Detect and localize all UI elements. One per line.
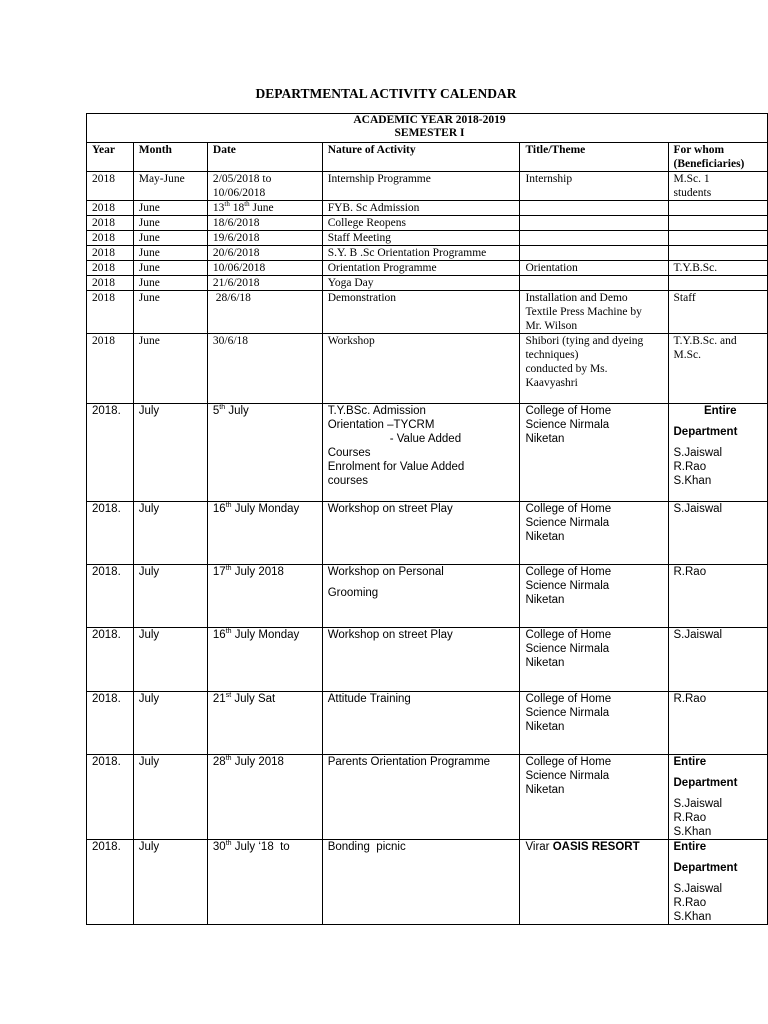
- for-whom-label: For whom: [673, 144, 725, 156]
- cell-for-whom: [668, 334, 768, 404]
- cell-month: June: [133, 261, 207, 276]
- cell-nature: Workshop: [322, 334, 520, 404]
- cell-for-whom: S.Jaiswal: [668, 628, 768, 692]
- date-suffix: st: [225, 692, 232, 700]
- cell-month: July: [133, 628, 207, 692]
- table-row: [87, 261, 768, 276]
- cell-for-whom: [668, 276, 768, 291]
- date-day: 16: [212, 503, 226, 515]
- cell-date: [207, 628, 322, 692]
- cell-month: July: [133, 565, 207, 628]
- semester-label: SEMESTER I: [394, 126, 465, 139]
- cell-title: [520, 628, 668, 692]
- col-header-nature: Nature of Activity: [322, 143, 520, 172]
- col-header-date: Date: [207, 143, 322, 172]
- cell-title: [520, 216, 668, 231]
- table-row: [87, 502, 768, 565]
- col-header-title: Title/Theme: [520, 143, 668, 172]
- cell-date: [207, 692, 322, 755]
- title-line: Shibori (tying and dyeing: [525, 335, 644, 347]
- title-line: Science Nirmala: [525, 580, 610, 592]
- cell-date: 28/6/18: [207, 291, 322, 334]
- table-row: [87, 334, 768, 404]
- cell-for-whom: [668, 840, 768, 925]
- nature-line: Orientation –TYCRM: [327, 419, 435, 431]
- date-suffix: th: [224, 200, 230, 209]
- cell-year: 2018.: [87, 404, 134, 502]
- title-line: College of Home: [525, 756, 612, 768]
- date-rest: July Sat: [231, 693, 276, 705]
- table-row: [87, 692, 768, 755]
- table-row: [87, 231, 768, 246]
- cell-title: Internship: [520, 172, 668, 201]
- cell-date: [207, 502, 322, 565]
- title-line: techniques): [525, 349, 579, 361]
- date-day: 21: [212, 693, 226, 705]
- cell-month: July: [133, 692, 207, 755]
- nature-line: Enrolment for Value Added: [327, 461, 465, 473]
- cell-date: 10/06/2018: [207, 261, 322, 276]
- date-day: 28: [212, 756, 226, 768]
- date-suffix: th: [225, 840, 232, 848]
- department-label: Department: [673, 862, 738, 874]
- cell-date: [207, 755, 322, 840]
- cell-month: July: [133, 840, 207, 925]
- cell-nature: Staff Meeting: [322, 231, 520, 246]
- date-rest: July 2018: [231, 756, 284, 768]
- title-line: Niketan: [525, 784, 565, 796]
- date-suffix: th: [219, 404, 226, 412]
- table-row: [87, 276, 768, 291]
- title-line: Niketan: [525, 721, 565, 733]
- cell-nature: [322, 404, 520, 502]
- cell-title: [520, 755, 668, 840]
- cell-title: [520, 276, 668, 291]
- date-day: 5: [212, 405, 220, 417]
- cell-month: June: [133, 201, 207, 216]
- cell-month: June: [133, 291, 207, 334]
- col-header-year: Year: [87, 143, 134, 172]
- cell-month: June: [133, 276, 207, 291]
- cell-year: 2018: [87, 172, 134, 201]
- title-line: College of Home: [525, 566, 612, 578]
- cell-for-whom: [668, 404, 768, 502]
- for-whom-line: M.Sc. 1: [673, 173, 710, 185]
- cell-title: [520, 404, 668, 502]
- cell-title: [520, 291, 668, 334]
- document-title: DEPARTMENTAL ACTIVITY CALENDAR: [255, 86, 517, 101]
- table-row: [87, 216, 768, 231]
- cell-for-whom: [668, 216, 768, 231]
- entire-label: Entire: [703, 405, 737, 417]
- cell-year: 2018: [87, 334, 134, 404]
- cell-nature: College Reopens: [322, 216, 520, 231]
- for-whom-line: R.Rao: [673, 461, 707, 473]
- cell-title: [520, 246, 668, 261]
- entire-label: Entire: [673, 841, 707, 853]
- cell-year: 2018.: [87, 502, 134, 565]
- cell-nature: Demonstration: [322, 291, 520, 334]
- for-whom-line: S.Jaiswal: [673, 798, 723, 810]
- title-line: Textile Press Machine by: [525, 306, 642, 318]
- cell-nature: Workshop on street Play: [322, 628, 520, 692]
- cell-year: 2018.: [87, 628, 134, 692]
- date-rest: July Monday: [231, 503, 300, 515]
- cell-year: 2018.: [87, 840, 134, 925]
- cell-for-whom: [668, 231, 768, 246]
- cell-year: 2018: [87, 246, 134, 261]
- table-row: [87, 840, 768, 925]
- activity-calendar-table: [86, 113, 768, 925]
- col-header-month: Month: [133, 143, 207, 172]
- cell-for-whom: [668, 755, 768, 840]
- cell-date: 19/6/2018: [207, 231, 322, 246]
- cell-month: June: [133, 216, 207, 231]
- title-line: Science Nirmala: [525, 419, 610, 431]
- title-line: Niketan: [525, 531, 565, 543]
- cell-title: [520, 565, 668, 628]
- title-line: College of Home: [525, 693, 612, 705]
- table-row: [87, 246, 768, 261]
- title-line: Science Nirmala: [525, 770, 610, 782]
- nature-line: Workshop on Personal: [327, 566, 444, 578]
- cell-title: [520, 502, 668, 565]
- academic-year-label: ACADEMIC YEAR 2018-2019: [353, 114, 506, 126]
- title-place: Virar: [525, 841, 553, 853]
- cell-month: July: [133, 755, 207, 840]
- cell-year: 2018: [87, 276, 134, 291]
- date-suffix: th: [244, 200, 250, 209]
- cell-title: [520, 334, 668, 404]
- cell-year: 2018.: [87, 692, 134, 755]
- nature-line: T.Y.BSc. Admission: [327, 405, 426, 417]
- nature-line: Grooming: [327, 587, 379, 599]
- cell-for-whom: R.Rao: [668, 565, 768, 628]
- cell-nature: Orientation Programme: [322, 261, 520, 276]
- for-whom-line: S.Khan: [673, 475, 712, 487]
- date-suffix: th: [225, 755, 232, 763]
- cell-date: 18/6/2018: [207, 216, 322, 231]
- date-line: 10/06/2018: [212, 187, 266, 199]
- beneficiaries-label: (Beneficiaries): [673, 158, 745, 170]
- cell-for-whom: Staff: [668, 291, 768, 334]
- title-line: Niketan: [525, 433, 565, 445]
- cell-year: 2018.: [87, 565, 134, 628]
- cell-date: [207, 404, 322, 502]
- date-day: 30: [212, 841, 226, 853]
- cell-title: [520, 231, 668, 246]
- date-rest: July: [225, 405, 249, 417]
- date-suffix: th: [225, 565, 232, 573]
- cell-year: 2018: [87, 201, 134, 216]
- cell-date: [207, 201, 322, 216]
- title-line: conducted by Ms.: [525, 363, 608, 375]
- title-line: Mr. Wilson: [525, 320, 578, 332]
- cell-year: 2018: [87, 261, 134, 276]
- cell-nature: S.Y. B .Sc Orientation Programme: [322, 246, 520, 261]
- nature-line: courses: [327, 475, 368, 487]
- department-label: Department: [673, 777, 738, 789]
- cell-month: May-June: [133, 172, 207, 201]
- cell-nature: Bonding picnic: [322, 840, 520, 925]
- cell-title: [520, 201, 668, 216]
- cell-nature: Parents Orientation Programme: [322, 755, 520, 840]
- cell-for-whom: S.Jaiswal: [668, 502, 768, 565]
- cell-date: [207, 840, 322, 925]
- cell-date: 30/6/18: [207, 334, 322, 404]
- title-line: College of Home: [525, 629, 612, 641]
- table-header-row: [87, 114, 768, 143]
- date-day: 18: [229, 202, 245, 214]
- cell-year: 2018.: [87, 755, 134, 840]
- table-row: [87, 755, 768, 840]
- cell-date: [207, 172, 322, 201]
- for-whom-line: S.Jaiswal: [673, 447, 723, 459]
- table-row: [87, 201, 768, 216]
- title-line: Niketan: [525, 594, 565, 606]
- cell-for-whom: [668, 201, 768, 216]
- for-whom-line: S.Jaiswal: [673, 883, 723, 895]
- for-whom-line: R.Rao: [673, 897, 707, 909]
- for-whom-line: T.Y.B.Sc. and: [673, 335, 737, 347]
- cell-nature: Attitude Training: [322, 692, 520, 755]
- date-suffix: th: [225, 502, 232, 510]
- title-line: College of Home: [525, 405, 612, 417]
- title-line: Kaavyashri: [525, 377, 578, 389]
- cell-nature: FYB. Sc Admission: [322, 201, 520, 216]
- title-line: Science Nirmala: [525, 707, 610, 719]
- cell-for-whom: [668, 172, 768, 201]
- cell-month: June: [133, 334, 207, 404]
- cell-for-whom: [668, 246, 768, 261]
- date-rest: July ‘18 to: [231, 841, 290, 853]
- cell-nature: Workshop on street Play: [322, 502, 520, 565]
- cell-title: [520, 840, 668, 925]
- for-whom-line: students: [673, 187, 712, 199]
- title-line: Science Nirmala: [525, 643, 610, 655]
- cell-nature: Yoga Day: [322, 276, 520, 291]
- date-day: 17: [212, 566, 226, 578]
- entire-label: Entire: [673, 756, 707, 768]
- cell-year: 2018: [87, 231, 134, 246]
- for-whom-line: S.Khan: [673, 826, 712, 838]
- cell-title: Orientation: [520, 261, 668, 276]
- cell-date: 20/6/2018: [207, 246, 322, 261]
- table-row: [87, 565, 768, 628]
- date-day: 13: [212, 202, 225, 214]
- for-whom-line: M.Sc.: [673, 349, 701, 361]
- academic-year-header: [87, 114, 768, 143]
- department-label: Department: [673, 426, 738, 438]
- col-header-for-whom: [668, 143, 768, 172]
- table-row: [87, 291, 768, 334]
- cell-nature: Internship Programme: [322, 172, 520, 201]
- date-rest: July 2018: [231, 566, 284, 578]
- cell-month: July: [133, 404, 207, 502]
- table-row: [87, 404, 768, 502]
- date-rest: July Monday: [231, 629, 300, 641]
- cell-year: 2018: [87, 216, 134, 231]
- title-line: Science Nirmala: [525, 517, 610, 529]
- date-suffix: th: [225, 628, 232, 636]
- title-line: College of Home: [525, 503, 612, 515]
- column-header-row: [87, 143, 768, 172]
- cell-month: July: [133, 502, 207, 565]
- title-line: Niketan: [525, 657, 565, 669]
- title-line: Installation and Demo: [525, 292, 628, 304]
- date-day: 16: [212, 629, 226, 641]
- cell-nature: [322, 565, 520, 628]
- date-month: June: [249, 202, 274, 214]
- cell-for-whom: R.Rao: [668, 692, 768, 755]
- cell-year: 2018: [87, 291, 134, 334]
- table-row: [87, 628, 768, 692]
- title-venue: OASIS RESORT: [552, 841, 640, 853]
- nature-line: - Value Added: [389, 433, 462, 445]
- cell-for-whom: T.Y.B.Sc.: [668, 261, 768, 276]
- table-row: [87, 172, 768, 201]
- cell-month: June: [133, 246, 207, 261]
- cell-date: [207, 565, 322, 628]
- cell-title: [520, 692, 668, 755]
- cell-date: 21/6/2018: [207, 276, 322, 291]
- nature-line: Courses: [327, 447, 371, 459]
- for-whom-line: R.Rao: [673, 812, 707, 824]
- cell-month: June: [133, 231, 207, 246]
- for-whom-line: S.Khan: [673, 911, 712, 923]
- date-line: 2/05/2018 to: [212, 173, 272, 185]
